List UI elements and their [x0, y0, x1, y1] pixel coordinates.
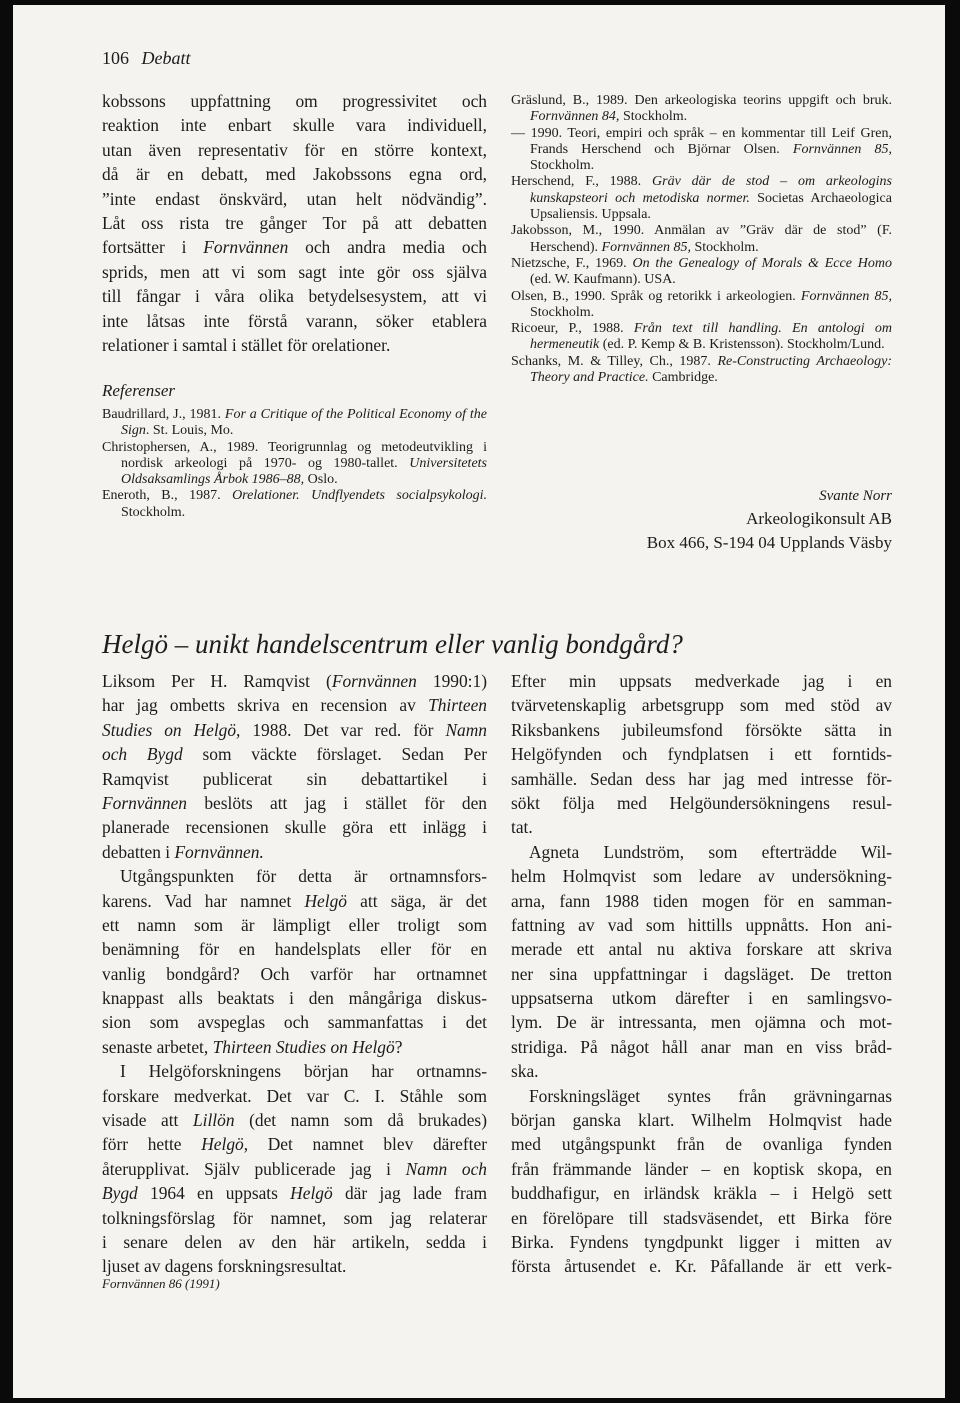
text-line: I Helgöforskningens början har ortnamns-	[120, 1061, 487, 1082]
text-line: sökt följa med Helgöundersökningens resul-	[511, 792, 892, 813]
text-line: relationer i samtal i stället för orelationer.	[102, 334, 391, 355]
text-line: uppsatserna utkom därefter i en samlingsvo-	[511, 988, 892, 1009]
text-line: lym. De är intressanta, men ojämna och mot-	[511, 1012, 892, 1033]
text-line: och Bygd som väckte förslaget. Sedan Per	[102, 744, 487, 765]
text-line: reaktion inte enbart skulle vara individuell,	[102, 115, 487, 136]
text-line: ska.	[511, 1061, 539, 1082]
reference-item: Ricoeur, P., 1988. Från text till handling. En antologi om hermeneutik (ed. P. Kemp & B. Kristensson). Stockholm/Lund.	[511, 321, 892, 353]
text-line: Fornvännen beslöts att jag i stället för den	[102, 792, 487, 813]
reference-item: Schanks, M. & Tilley, Ch., 1987. Re-Constructing Archaeology: Theory and Practice. Cambridge.	[511, 353, 892, 386]
text-line: Liksom Per H. Ramqvist (Fornvännen 1990:1)	[102, 671, 487, 691]
page-header	[102, 48, 191, 69]
references-heading: Referenser	[102, 381, 176, 400]
text-line: Agneta Lundström, som efterträdde Wil-	[529, 841, 892, 862]
text-line: arna, fann 1988 tiden mogen för en samman-	[511, 890, 892, 911]
reference-item: Baudrillard, J., 1981. For a Critique of the Political Economy of the Sign. St. Louis, Mo.	[102, 407, 487, 439]
author-name: Svante Norr	[819, 488, 892, 504]
text-line: Låt oss rista tre gånger Tor på att debatten	[102, 212, 487, 233]
text-line: förr hette Helgö, Det namnet blev därefter	[102, 1134, 487, 1155]
text-line: tat.	[511, 817, 533, 838]
text-line: Helgöfynden och fyndplatsen i ett forntids-	[511, 744, 892, 765]
author-organization: Arkeologikonsult AB	[746, 509, 892, 528]
reference-item: Herschend, F., 1988. Gräv där de stod – om arkeologins kunskapsteori och metodiska normer. Societas Archaeologica Upsaliensis. Uppsala.	[511, 174, 892, 223]
text-line: Forskningsläget syntes från grävningarnas	[529, 1085, 892, 1106]
references-list-left	[102, 407, 487, 521]
reference-item: Christophersen, A., 1989. Teorigrunnlag og metodeutvikling i nordisk arkeologi på 1970- og 1980-tallet. Universitetets Oldsaksamlings Årbok 1986–88, Oslo.	[102, 439, 487, 488]
text-line: debatten i Fornvännen.	[102, 841, 264, 862]
text-line: en förelöpare till stadsväsendet, ett Birka före	[511, 1207, 892, 1228]
page-number: 106	[102, 48, 129, 68]
text-line: utan även representativ för en större kontext,	[102, 139, 487, 160]
text-line: i senare delen av den här artikeln, sedda i	[102, 1231, 487, 1252]
article-body-left	[102, 669, 487, 1279]
text-line: har jag ombetts skriva en recension av Thirteen	[102, 695, 487, 716]
reference-item: Jakobsson, M., 1990. Anmälan av ”Gräv där de stod” (F. Herschend). Fornvännen 85, Stockholm.	[511, 223, 892, 255]
text-line: till fångar i våra olika betydelsesystem, att vi	[102, 286, 487, 307]
text-line: sprids, men att vi som sagt inte gör oss själva	[102, 261, 487, 282]
text-line: Efter min uppsats medverkade jag i en	[511, 671, 892, 691]
text-line: buddhafigur, en irländsk kräkla – i Helgö sett	[511, 1183, 892, 1204]
article-body-right	[511, 669, 892, 1279]
text-line: ett namn som är lämpligt eller troligt som	[102, 914, 487, 935]
text-line: från främmande länder – en koptisk skopa, en	[511, 1158, 892, 1179]
author-address: Box 466, S-194 04 Upplands Väsby	[646, 533, 892, 552]
article-title: Helgö – unikt handelscentrum eller vanlig bondgård?	[102, 629, 683, 659]
text-line: benämning för en handelsplats eller för en	[102, 939, 487, 960]
section-name: Debatt	[141, 48, 191, 68]
text-line: vanlig bondgård? Och varför har ortnamnet	[102, 963, 487, 984]
text-line: ljuset av dagens forskningsresultat.	[102, 1256, 347, 1277]
text-line: Ramqvist publicerat sin debattartikel i	[102, 768, 487, 789]
text-line: fattning av vad som hittills uppnåtts. Hon ani-	[511, 914, 892, 935]
reference-item: Olsen, B., 1990. Språk og retorikk i arkeologien. Fornvännen 85, Stockholm.	[511, 288, 892, 320]
text-line: sion som avspeglas och sammanfattas i det	[102, 1012, 487, 1033]
author-signature	[511, 485, 892, 555]
text-line: helm Holmqvist som ledare av undersökning-	[511, 866, 892, 887]
references-list-right	[511, 93, 892, 386]
text-line: ”inte endast önskvärd, utan helt nödvändig”.	[102, 188, 487, 209]
reference-item: Eneroth, B., 1987. Orelationer. Undflyendets socialpsykologi. Stockholm.	[102, 488, 487, 520]
text-line: med utgångspunkt från de ovanliga fynden	[511, 1134, 892, 1155]
text-line: tvärvetenskaplig arbetsgrupp som med stöd av	[511, 695, 892, 716]
text-line: merade ett antal nu aktiva forskare att skriva	[511, 939, 892, 960]
text-line: Bygd 1964 en uppsats Helgö där jag lade fram	[102, 1183, 487, 1204]
text-line: då är en debatt, med Jakobssons egna ord,	[102, 164, 487, 185]
text-line: senaste arbetet, Thirteen Studies on Helgö?	[102, 1036, 403, 1057]
text-line: återupplivat. Själv publicerade jag i Namn och	[102, 1158, 487, 1179]
text-line: forskare medverkat. Det var C. I. Ståhle som	[102, 1085, 487, 1106]
text-line: stridiga. På något håll anar man en viss bråd-	[511, 1036, 892, 1057]
text-line: inte låtsas inte förstå varann, söker etablera	[102, 310, 487, 331]
text-line: första årtusendet e. Kr. Påfallande är ett verk-	[511, 1256, 892, 1277]
text-line: fortsätter i Fornvännen och andra media och	[102, 237, 487, 258]
reference-item: — 1990. Teori, empiri och språk – en kommentar till Leif Gren, Frands Herschend och Björnar Olsen. Fornvännen 85, Stockholm.	[511, 125, 892, 174]
text-line: visade att Lillön (det namn som då brukades)	[102, 1110, 487, 1131]
text-line: början ganska klart. Wilhelm Holmqvist hade	[511, 1110, 892, 1131]
page-footer: Fornvännen 86 (1991)	[102, 1276, 220, 1291]
text-line: knappast alls beaktats i den mångåriga diskus-	[102, 988, 487, 1009]
text-line: karens. Vad har namnet Helgö att säga, är det	[102, 890, 487, 911]
reference-item: Gräslund, B., 1989. Den arkeologiska teorins uppgift och bruk. Fornvännen 84, Stockholm.	[511, 93, 892, 125]
text-line: samhälle. Sedan dess har jag med intresse för-	[511, 768, 892, 789]
text-line: planerade recensionen skulle göra ett inlägg i	[102, 817, 487, 838]
journal-page	[13, 5, 945, 1398]
text-line: Studies on Helgö, 1988. Det var red. för Namn	[102, 719, 487, 740]
continuation-text	[102, 89, 487, 357]
text-line: tolkningsförslag för namnet, som jag relaterar	[102, 1207, 487, 1228]
text-line: ner sina uppfattningar i dagsläget. De tretton	[511, 963, 892, 984]
reference-item: Nietzsche, F., 1969. On the Genealogy of Morals & Ecce Homo (ed. W. Kaufmann). USA.	[511, 255, 892, 288]
text-line: kobssons uppfattning om progressivitet och	[102, 91, 487, 111]
text-line: Utgångspunkten för detta är ortnamnsfors-	[120, 866, 487, 887]
text-line: Riksbankens jubileumsfond försökte sätta in	[511, 719, 892, 740]
text-line: Birka. Fyndens tyngdpunkt ligger i mitten av	[511, 1231, 892, 1252]
